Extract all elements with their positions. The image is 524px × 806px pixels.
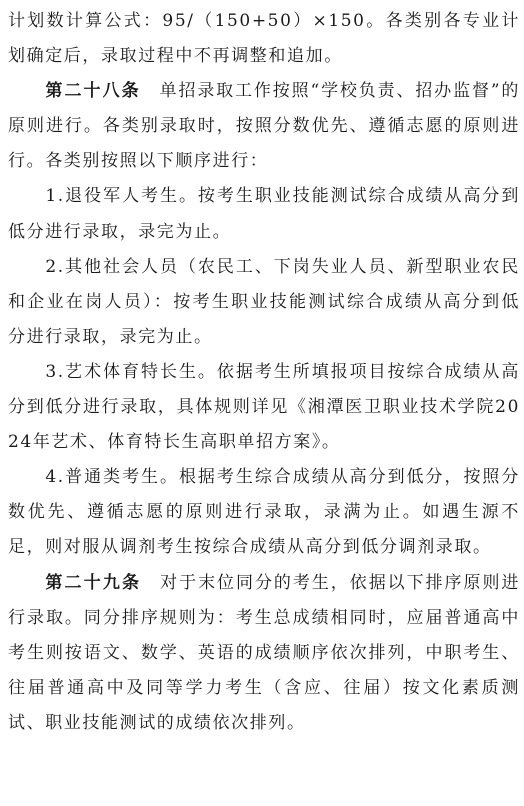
paragraph-text: 对于末位同分的考生，依据以下排序原则进行录取。同分排序规则为：考生总成绩相同时，应届普通高中考生则按语文、数学、英语的成绩顺序依次排列，中职考生、往届普通高中及同等学力考生（含应、往届）按文化素质测试、职业技能测试的成绩依次排列。 — [8, 572, 521, 733]
paragraph-item-4 — [8, 460, 520, 565]
article-heading: 第二十九条 — [45, 572, 142, 593]
paragraph-item-2 — [8, 250, 520, 355]
article-heading: 第二十八条 — [45, 81, 141, 102]
paragraph-article-29 — [8, 566, 520, 741]
paragraph-item-1 — [8, 179, 520, 249]
paragraph-item-3 — [8, 355, 520, 460]
paragraph-text: 单招录取工作按照“学校负责、招办监督”的原则进行。各类别录取时，按照分数优先、遵循志愿的原则进行。各类别按照以下顺序进行： — [8, 81, 520, 172]
paragraph-text: 1.退役军人考生。按考生职业技能测试综合成绩从高分到低分进行录取，录完为止。 — [8, 186, 520, 242]
paragraph-formula — [8, 4, 520, 74]
paragraph-article-28 — [8, 74, 520, 179]
paragraph-text: 计划数计算公式：95/（150+50）×150。各类别各专业计划确定后，录取过程中不再调整和追加。 — [8, 11, 520, 67]
paragraph-text: 2.其他社会人员（农民工、下岗失业人员、新型职业农民和企业在岗人员）：按考生职业技能测试综合成绩从高分到低分进行录取，录完为止。 — [8, 256, 520, 347]
document-body — [8, 4, 520, 741]
paragraph-text: 3.艺术体育特长生。依据考生所填报项目按综合成绩从高分到低分进行录取，具体规则详见《湘潭医卫职业技术学院2024年艺术、体育特长生高职单招方案》。 — [8, 361, 520, 453]
paragraph-text: 4.普通类考生。根据考生综合成绩从高分到低分，按照分数优先、遵循志愿的原则进行录取，录满为止。如遇生源不足，则对服从调剂考生按综合成绩从高分到低分调剂录取。 — [8, 467, 520, 558]
